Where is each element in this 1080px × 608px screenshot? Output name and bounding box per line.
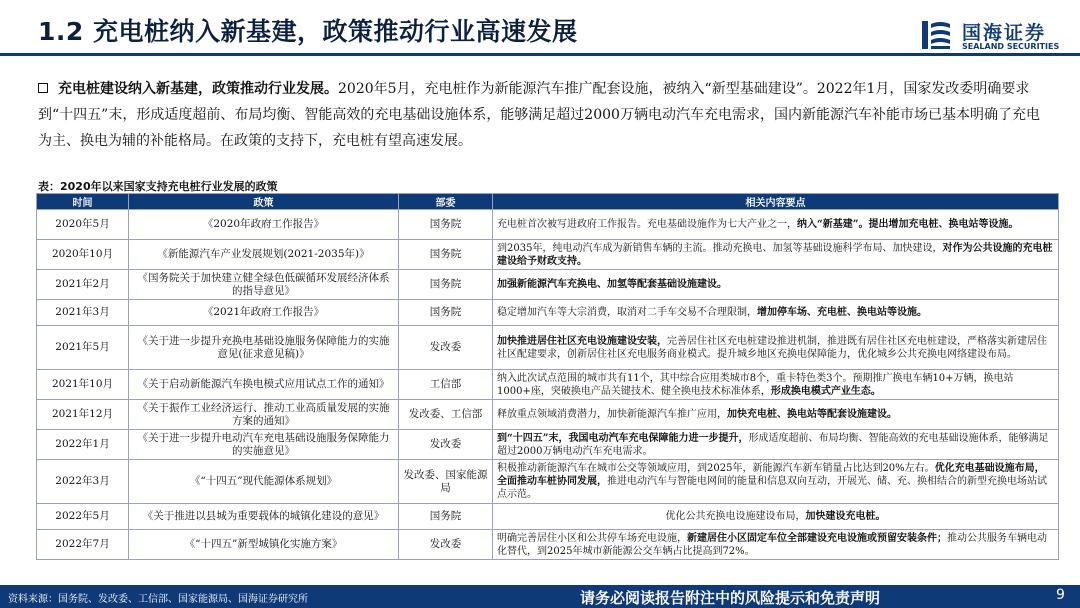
header-time: 时间 — [37, 194, 129, 210]
cell-content — [493, 240, 1059, 270]
table-row — [37, 430, 1059, 460]
table-row — [37, 300, 1059, 326]
page-number: 9 — [1056, 587, 1065, 603]
footer-source: 资料来源：国务院、发改委、工信部、国家能源局、国海证券研究所 — [8, 594, 308, 605]
cell-dept: 国务院 — [399, 240, 493, 270]
cell-policy: 《2020年政府工作报告》 — [129, 210, 399, 240]
cell-policy: 《关于进一步提升充换电基础设施服务保障能力的实施意见(征求意见稿)》 — [129, 326, 399, 370]
cell-policy: 《2021年政府工作报告》 — [129, 300, 399, 326]
logo-text-cn: 国海证券 — [962, 22, 1047, 44]
cell-time: 2022年5月 — [37, 504, 129, 530]
table-row — [37, 270, 1059, 300]
content-text: 积极推动新能源汽车在城市公交等领域应用，到2025年，新能源汽车新车销量占比达到20%左右。 — [497, 463, 935, 474]
content-text: 推进电动汽车与智能电网间的能量和信息双向互动，开展光、储、充、换相结合的新型充换电场站试点示范。 — [497, 476, 1047, 500]
content-text: 到2035年，纯电动汽车成为新销售车辆的主流。推动充换电、加氢等基础设施科学布局、加快建设， — [497, 242, 943, 254]
header-content: 相关内容要点 — [493, 194, 1059, 210]
cell-content — [493, 270, 1059, 300]
table-row — [37, 530, 1059, 560]
content-text: 明确完善居住小区和公共停车场充电设施， — [497, 532, 687, 544]
cell-policy: 《关于启动新能源汽车换电模式应用试点工作的通知》 — [129, 370, 399, 400]
cell-content — [493, 400, 1059, 430]
cell-content — [493, 504, 1059, 530]
cell-policy: 《关于振作工业经济运行、推动工业高质量发展的实施方案的通知》 — [129, 400, 399, 430]
table-row — [37, 400, 1059, 430]
content-highlight: 加强新能源汽车充换电、加氢等配套基础设施建设。 — [497, 279, 727, 290]
cell-dept: 发改委、国家能源局 — [399, 460, 493, 504]
content-text: 形成适度超前、布局均衡、智能高效的充电基础设施体系，能够满足超过2000万辆电动汽车充电需求。 — [497, 432, 1049, 457]
content-highlight: 增加停车场、充电桩、换电站等设施。 — [757, 307, 927, 318]
content-highlight: 加快推进居住社区充电设施建设安装， — [497, 335, 667, 347]
table-row — [37, 460, 1059, 504]
cell-dept: 国务院 — [399, 504, 493, 530]
content-highlight: 对作为公共设施的充电桩建设给予财政支持。 — [497, 242, 1053, 267]
content-highlight: 优化充电基础设施布局，全面推动车桩协同发展， — [497, 463, 1045, 487]
content-highlight: 加快充电桩、换电站等配套设施建设。 — [727, 409, 897, 420]
cell-policy: 《“十四五”新型城镇化实施方案》 — [129, 530, 399, 560]
content-highlight: 到“十四五”末，我国电动汽车充电保障能力进一步提升， — [497, 432, 749, 444]
cell-dept: 发改委、工信部 — [399, 400, 493, 430]
content-highlight: 形成换电模式产业生态。 — [770, 385, 881, 397]
cell-content — [493, 326, 1059, 370]
header-policy: 政策 — [129, 194, 399, 210]
logo-text-en: SEALAND SECURITIES — [962, 42, 1060, 51]
content-text: 释放重点领域消费潜力，加快新能源汽车推广应用， — [497, 409, 727, 420]
content-highlight: 纳入“新基建”。提出增加充电桩、换电站等设施。 — [797, 219, 1019, 230]
cell-time: 2021年2月 — [37, 270, 129, 300]
table-row — [37, 326, 1059, 370]
table-header-row — [37, 194, 1059, 210]
brand-logo — [920, 18, 1070, 52]
cell-dept: 发改委 — [399, 530, 493, 560]
table-row — [37, 504, 1059, 530]
cell-content — [493, 370, 1059, 400]
cell-policy: 《新能源汽车产业发展规划(2021-2035年)》 — [129, 240, 399, 270]
cell-dept: 国务院 — [399, 270, 493, 300]
cell-content — [493, 430, 1059, 460]
header-dept: 部委 — [399, 194, 493, 210]
cell-content — [493, 300, 1059, 326]
intro-body: 2020年5月，充电桩作为新能源汽车推广配套设施，被纳入“新型基础建设”。2022年1月，国家发改委明确要求到“十四五”末，形成适度超前、布局均衡、智能高效的充电基础设施体系，能够满足超过2000万辆电动汽车充电需求，国内新能源汽车补能市场已基本明确了充电为主、换电为辅的补能格局。在政策的支持下，充电桩有望高速发展。 — [38, 81, 1040, 149]
content-text: 推动公共服务车辆电动化替代，到2025年城市新能源公交车辆占比提高到72%。 — [497, 532, 1047, 557]
cell-time: 2021年12月 — [37, 400, 129, 430]
cell-content — [493, 460, 1059, 504]
table-row — [37, 240, 1059, 270]
page-title: 1.2 充电桩纳入新基建，政策推动行业高速发展 — [38, 17, 578, 46]
cell-time: 2022年7月 — [37, 530, 129, 560]
cell-dept: 工信部 — [399, 370, 493, 400]
cell-dept: 发改委 — [399, 326, 493, 370]
cell-policy: 《“十四五”现代能源体系规划》 — [129, 460, 399, 504]
cell-time: 2021年5月 — [37, 326, 129, 370]
cell-time: 2021年10月 — [37, 370, 129, 400]
cell-policy: 《国务院关于加快建立健全绿色低碳循环发展经济体系的指导意见》 — [129, 270, 399, 300]
content-highlight: 加快建设充电桩。 — [805, 511, 886, 522]
cell-dept: 国务院 — [399, 210, 493, 240]
cell-dept: 国务院 — [399, 300, 493, 326]
table-row — [37, 210, 1059, 240]
cell-time: 2021年3月 — [37, 300, 129, 326]
title-divider — [0, 53, 1080, 56]
table-caption: 表：2020年以来国家支持充电桩行业发展的政策 — [38, 180, 278, 193]
checkbox-bullet-icon — [38, 83, 48, 93]
content-text: 充电桩首次被写进政府工作报告。充电基础设施作为七大产业之一， — [497, 219, 797, 230]
cell-policy: 《关于进一步提升电动汽车充电基础设施服务保障能力的实施意见》 — [129, 430, 399, 460]
content-highlight: 新建居住小区固定车位全部建设充电设施或预留安装条件； — [687, 532, 947, 544]
cell-content — [493, 530, 1059, 560]
cell-time: 2022年3月 — [37, 460, 129, 504]
intro-lead: 充电桩建设纳入新基建，政策推动行业发展。 — [58, 81, 338, 97]
table-row — [37, 370, 1059, 400]
cell-policy: 《关于推进以县城为重要载体的城镇化建设的意见》 — [129, 504, 399, 530]
footer-disclaimer: 请务必阅读报告附注中的风险提示和免责声明 — [580, 589, 881, 607]
cell-time: 2020年10月 — [37, 240, 129, 270]
cell-content — [493, 210, 1059, 240]
sealand-logo-icon — [920, 18, 954, 52]
content-text: 纳入此次试点范围的城市共有11个，其中综合应用类城市8个，重卡特色类3个。预期推广换电车辆10+万辆，换电站1000+座，突破换电产品关键技术、健全换电技术标准体系， — [497, 372, 1014, 397]
intro-paragraph — [38, 76, 1048, 154]
content-text: 稳定增加汽车等大宗消费，取消对二手车交易不合理限制， — [497, 307, 757, 318]
cell-dept: 发改委 — [399, 430, 493, 460]
policy-table — [36, 193, 1059, 560]
cell-time: 2022年1月 — [37, 430, 129, 460]
content-text: 完善居住社区充电桩建设推进机制，推进既有居住社区充电桩建设，严格落实新建居住社区配建要求，创新居住社区充电服务商业模式。提升城乡地区充换电保障能力，优化城乡公共充换电网络建设布局。 — [497, 335, 1047, 360]
content-text: 优化公共充换电设施建设布局， — [665, 511, 806, 522]
cell-time: 2020年5月 — [37, 210, 129, 240]
